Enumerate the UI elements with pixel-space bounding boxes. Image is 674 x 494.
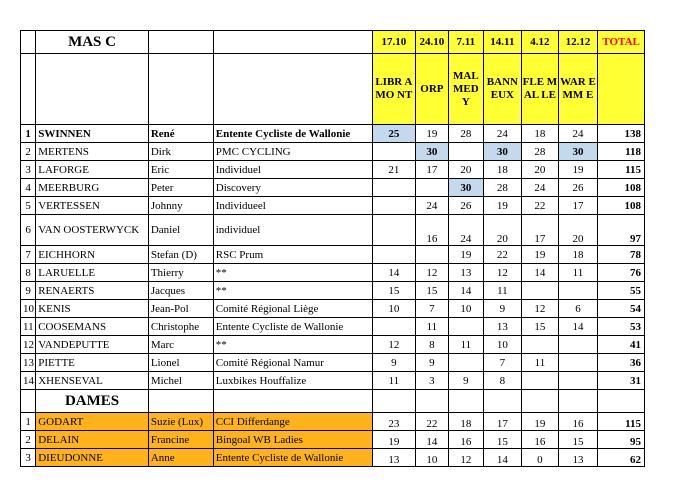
score-cell: 9 [483, 300, 522, 318]
score-cell: 26 [449, 197, 483, 215]
score-cell: 9 [415, 354, 448, 372]
table-row [21, 372, 645, 390]
score-cell: 22 [483, 246, 522, 264]
rank-cell: 11 [21, 318, 36, 336]
score-cell: 20 [522, 161, 559, 179]
score-cell: 17 [522, 215, 559, 246]
score-cell: 22 [522, 197, 559, 215]
rank-cell: 14 [21, 372, 36, 390]
score-cell: 19 [558, 161, 598, 179]
firstname-cell: Johnny [148, 197, 213, 215]
score-cell: 13 [373, 449, 416, 467]
name-cell: PIETTE [36, 354, 149, 372]
score-cell [558, 282, 598, 300]
firstname-cell: Stefan (D) [148, 246, 213, 264]
empty-cell [449, 390, 483, 413]
date-2: 24.10 [415, 31, 448, 54]
empty-cell [415, 390, 448, 413]
score-cell: 8 [483, 372, 522, 390]
club-cell: PMC CYCLING [213, 143, 372, 161]
score-cell: 13 [449, 264, 483, 282]
score-cell: 11 [373, 372, 416, 390]
score-cell: 19 [483, 197, 522, 215]
score-cell: 20 [483, 215, 522, 246]
table-row [21, 143, 645, 161]
club-cell: Entente Cycliste de Wallonie [213, 318, 372, 336]
score-cell: 0 [522, 449, 559, 467]
total-cell: 36 [598, 354, 645, 372]
score-cell: 8 [415, 336, 448, 354]
club-cell: ** [213, 264, 372, 282]
table-row [21, 264, 645, 282]
empty-cell [558, 390, 598, 413]
score-cell: 10 [449, 300, 483, 318]
score-cell: 7 [415, 300, 448, 318]
rank-cell: 7 [21, 246, 36, 264]
firstname-cell: Jacques [148, 282, 213, 300]
table-row [21, 282, 645, 300]
score-cell: 17 [558, 197, 598, 215]
score-cell: 14 [522, 264, 559, 282]
score-cell [558, 336, 598, 354]
score-cell: 24 [449, 215, 483, 246]
score-cell: 13 [483, 318, 522, 336]
score-cell: 19 [373, 431, 416, 449]
total-cell: 95 [598, 431, 645, 449]
score-cell: 16 [558, 413, 598, 431]
total-cell: 115 [598, 161, 645, 179]
name-cell: VERTESSEN [36, 197, 149, 215]
score-cell: 30 [558, 143, 598, 161]
dames-row [21, 449, 645, 467]
score-cell: 18 [449, 413, 483, 431]
score-cell: 10 [415, 449, 448, 467]
score-cell: 16 [522, 431, 559, 449]
total-cell: 41 [598, 336, 645, 354]
score-cell: 10 [373, 300, 416, 318]
score-cell [522, 282, 559, 300]
total-cell: 55 [598, 282, 645, 300]
score-cell: 28 [449, 125, 483, 143]
name-cell: KENIS [36, 300, 149, 318]
score-cell: 26 [558, 179, 598, 197]
score-cell: 13 [558, 449, 598, 467]
dames-header-row [21, 390, 645, 413]
score-cell: 12 [415, 264, 448, 282]
table-row [21, 179, 645, 197]
club-cell: Bingoal WB Ladies [213, 431, 372, 449]
score-cell [373, 179, 416, 197]
club-cell: Comité Régional Namur [213, 354, 372, 372]
name-cell: COOSEMANS [36, 318, 149, 336]
header-venues-row [21, 54, 645, 125]
rank-cell: 9 [21, 282, 36, 300]
score-cell: 11 [415, 318, 448, 336]
name-cell: EICHHORN [36, 246, 149, 264]
score-cell: 12 [522, 300, 559, 318]
score-cell: 10 [483, 336, 522, 354]
name-cell: LAFORGE [36, 161, 149, 179]
club-cell: Individuel [213, 161, 372, 179]
score-cell: 9 [373, 354, 416, 372]
total-cell: 54 [598, 300, 645, 318]
score-cell [415, 246, 448, 264]
score-cell: 15 [415, 282, 448, 300]
rank-cell: 5 [21, 197, 36, 215]
score-cell: 20 [449, 161, 483, 179]
empty-cell [483, 390, 522, 413]
venue-6: WAR EMM E [558, 54, 598, 125]
total-cell: 115 [598, 413, 645, 431]
date-1: 17.10 [373, 31, 416, 54]
name-cell: GODART [36, 413, 149, 431]
name-cell: MEERBURG [36, 179, 149, 197]
score-cell: 11 [483, 282, 522, 300]
rank-cell: 2 [21, 431, 36, 449]
empty-cell [598, 390, 645, 413]
firstname-cell: Thierry [148, 264, 213, 282]
firstname-cell: Suzie (Lux) [148, 413, 213, 431]
rank-cell: 1 [21, 413, 36, 431]
score-cell [558, 372, 598, 390]
venue-5: FLE MAL LE [522, 54, 559, 125]
empty-cell [21, 390, 36, 413]
table-row [21, 215, 645, 246]
name-cell: XHENSEVAL [36, 372, 149, 390]
name-cell: MERTENS [36, 143, 149, 161]
empty-cell [148, 390, 213, 413]
score-cell: 19 [522, 246, 559, 264]
club-cell: CCI Differdange [213, 413, 372, 431]
dames-row [21, 413, 645, 431]
score-cell [373, 215, 416, 246]
score-cell: 3 [415, 372, 448, 390]
table-row [21, 354, 645, 372]
score-cell: 18 [558, 246, 598, 264]
score-cell: 18 [522, 125, 559, 143]
score-cell: 25 [373, 125, 416, 143]
score-cell: 11 [522, 354, 559, 372]
club-cell: ** [213, 336, 372, 354]
rank-cell: 12 [21, 336, 36, 354]
score-cell: 24 [483, 125, 522, 143]
score-cell: 28 [483, 179, 522, 197]
total-cell: 76 [598, 264, 645, 282]
firstname-cell: Francine [148, 431, 213, 449]
score-cell [373, 197, 416, 215]
score-cell: 15 [522, 318, 559, 336]
total-cell: 31 [598, 372, 645, 390]
score-cell: 15 [483, 431, 522, 449]
score-cell: 24 [415, 197, 448, 215]
empty-cell [522, 390, 559, 413]
club-cell: Entente Cycliste de Wallonie [213, 449, 372, 467]
score-cell: 21 [373, 161, 416, 179]
firstname-cell: René [148, 125, 213, 143]
score-cell: 17 [483, 413, 522, 431]
total-header: TOTAL [598, 31, 645, 54]
firstname-cell: Dirk [148, 143, 213, 161]
club-cell: Luxbikes Houffalize [213, 372, 372, 390]
score-cell: 14 [558, 318, 598, 336]
rank-cell: 2 [21, 143, 36, 161]
firstname-cell: Daniel [148, 215, 213, 246]
firstname-cell: Christophe [148, 318, 213, 336]
rank-cell: 3 [21, 449, 36, 467]
score-cell: 7 [483, 354, 522, 372]
firstname-cell: Anne [148, 449, 213, 467]
score-cell: 19 [415, 125, 448, 143]
score-cell: 20 [558, 215, 598, 246]
date-6: 12.12 [558, 31, 598, 54]
name-cell: DIEUDONNE [36, 449, 149, 467]
score-cell: 6 [558, 300, 598, 318]
firstname-cell: Jean-Pol [148, 300, 213, 318]
score-cell: 15 [558, 431, 598, 449]
score-cell: 23 [373, 413, 416, 431]
total-cell: 108 [598, 179, 645, 197]
firstname-cell: Peter [148, 179, 213, 197]
name-cell: SWINNEN [36, 125, 149, 143]
total-cell: 53 [598, 318, 645, 336]
table-row [21, 336, 645, 354]
score-cell: 24 [558, 125, 598, 143]
date-4: 14.11 [483, 31, 522, 54]
table-row [21, 246, 645, 264]
score-cell: 30 [415, 143, 448, 161]
name-cell: VAN OOSTERWYCK [36, 215, 149, 246]
score-cell: 24 [522, 179, 559, 197]
total-cell: 108 [598, 197, 645, 215]
empty-cell [213, 390, 372, 413]
firstname-cell: Lionel [148, 354, 213, 372]
empty-cell [373, 390, 416, 413]
club-cell: ** [213, 282, 372, 300]
score-cell [449, 354, 483, 372]
total-cell: 97 [598, 215, 645, 246]
date-5: 4.12 [522, 31, 559, 54]
score-cell: 16 [415, 215, 448, 246]
score-cell [373, 246, 416, 264]
score-cell: 19 [522, 413, 559, 431]
score-cell [449, 318, 483, 336]
table-row [21, 300, 645, 318]
section-title-dames: DAMES [36, 390, 149, 413]
score-cell: 12 [449, 449, 483, 467]
rank-cell: 6 [21, 215, 36, 246]
rank-cell: 13 [21, 354, 36, 372]
club-cell: Individueel [213, 197, 372, 215]
score-cell: 19 [449, 246, 483, 264]
date-3: 7.11 [449, 31, 483, 54]
score-cell: 11 [558, 264, 598, 282]
rank-cell: 10 [21, 300, 36, 318]
venue-1: LIBR AMO NT [373, 54, 416, 125]
score-cell: 9 [449, 372, 483, 390]
score-cell: 28 [522, 143, 559, 161]
score-cell: 15 [373, 282, 416, 300]
score-cell: 12 [483, 264, 522, 282]
name-cell: RENAERTS [36, 282, 149, 300]
total-cell: 62 [598, 449, 645, 467]
name-cell: DELAIN [36, 431, 149, 449]
score-cell [415, 179, 448, 197]
dames-row [21, 431, 645, 449]
venue-4: BANN EUX [483, 54, 522, 125]
club-cell: RSC Prum [213, 246, 372, 264]
score-cell: 12 [373, 336, 416, 354]
score-cell: 14 [373, 264, 416, 282]
table-row [21, 318, 645, 336]
score-cell [558, 354, 598, 372]
rank-cell: 4 [21, 179, 36, 197]
firstname-cell: Eric [148, 161, 213, 179]
score-cell: 14 [415, 431, 448, 449]
score-cell: 22 [415, 413, 448, 431]
club-cell: individuel [213, 215, 372, 246]
score-cell: 30 [449, 179, 483, 197]
score-cell: 17 [415, 161, 448, 179]
club-cell: Entente Cycliste de Wallonie [213, 125, 372, 143]
rank-cell: 8 [21, 264, 36, 282]
club-cell: Discovery [213, 179, 372, 197]
score-cell: 30 [483, 143, 522, 161]
score-cell: 18 [483, 161, 522, 179]
club-cell: Comité Régional Liège [213, 300, 372, 318]
score-cell: 14 [483, 449, 522, 467]
table-row [21, 197, 645, 215]
score-cell: 11 [449, 336, 483, 354]
section-title-mas: MAS C [36, 31, 149, 54]
ranking-table [20, 30, 645, 467]
total-cell: 118 [598, 143, 645, 161]
score-cell [522, 372, 559, 390]
table-row [21, 125, 645, 143]
total-cell: 78 [598, 246, 645, 264]
score-cell [373, 318, 416, 336]
table-row [21, 161, 645, 179]
venue-3: MAL MED Y [449, 54, 483, 125]
score-cell [449, 143, 483, 161]
firstname-cell: Marc [148, 336, 213, 354]
firstname-cell: Michel [148, 372, 213, 390]
rank-cell: 3 [21, 161, 36, 179]
header-dates-row [21, 31, 645, 54]
name-cell: VANDEPUTTE [36, 336, 149, 354]
name-cell: LARUELLE [36, 264, 149, 282]
score-cell [373, 143, 416, 161]
score-cell [522, 336, 559, 354]
rank-cell: 1 [21, 125, 36, 143]
venue-2: ORP [415, 54, 448, 125]
total-cell: 138 [598, 125, 645, 143]
score-cell: 14 [449, 282, 483, 300]
score-cell: 16 [449, 431, 483, 449]
